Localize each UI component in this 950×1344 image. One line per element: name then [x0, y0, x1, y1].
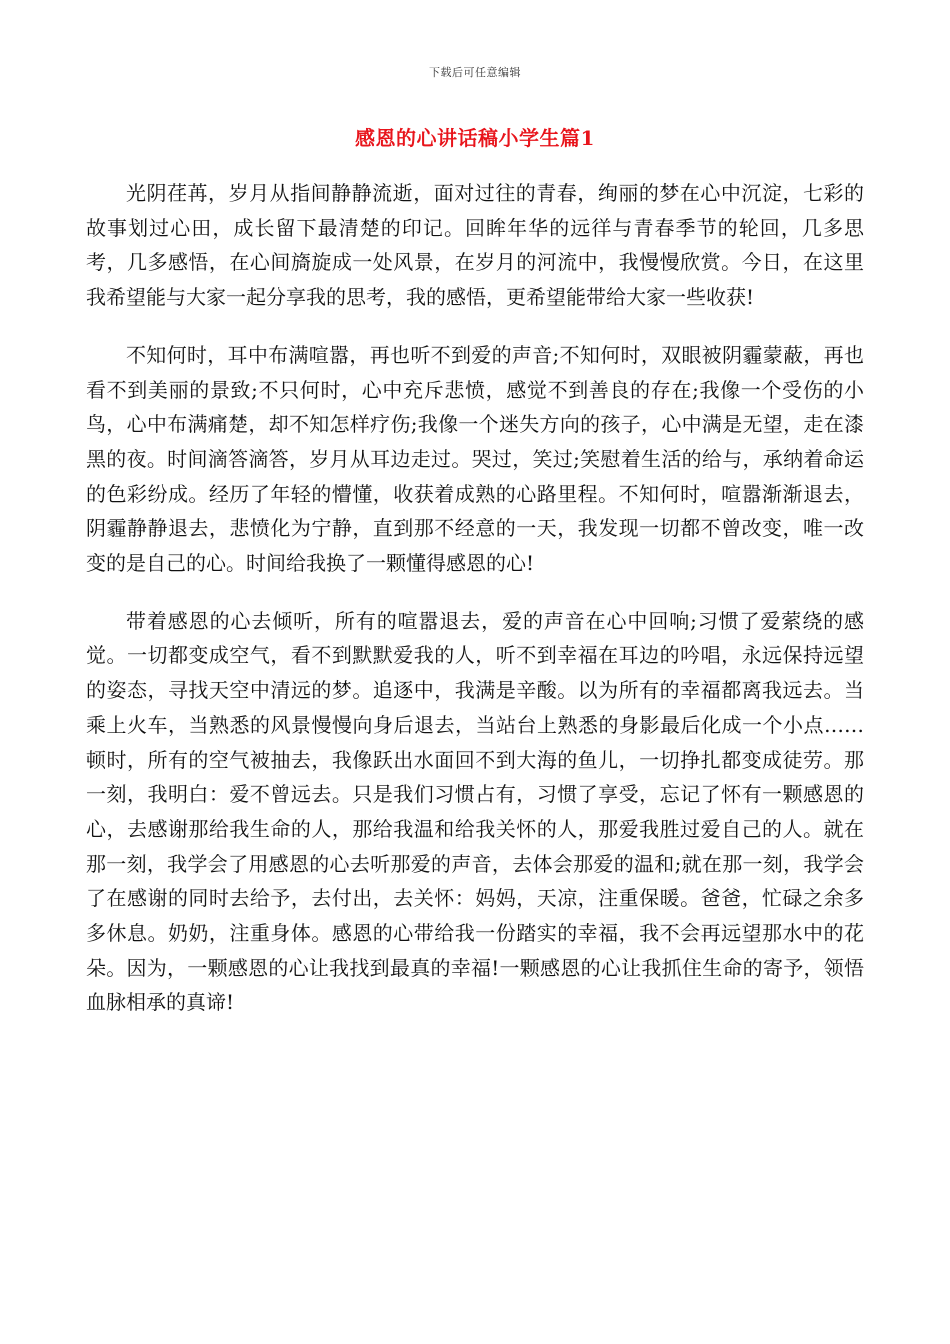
paragraph-3: 带着感恩的心去倾听，所有的喧嚣退去，爱的声音在心中回响;习惯了爱萦绕的感觉。一切都变成空气，看不到默默爱我的人，听不到幸福在耳边的吟唱，永远保持远望的姿态，寻找天空中清远的梦。追逐中，我满是辛酸。以为所有的幸福都离我远去。当乘上火车，当熟悉的风景慢慢向身后退去，当站台上熟悉的身影最后化成一个小点……顿时，所有的空气被抽去，我像跃出水面回不到大海的鱼儿，一切挣扎都变成徒劳。那一刻，我明白：爱不曾远去。只是我们习惯占有，习惯了享受，忘记了怀有一颗感恩的心，去感谢那给我生命的人，那给我温和给我关怀的人，那爱我胜过爱自己的人。就在那一刻，我学会了用感恩的心去听那爱的声音，去体会那爱的温和;就在那一刻，我学会了在感谢的同时去给予，去付出，去关怀：妈妈，天凉，注重保暖。爸爸，忙碌之余多多休息。奶奶，注重身体。感恩的心带给我一份踏实的幸福，我不会再远望那水中的花朵。因为，一颗感恩的心让我找到最真的幸福!一颗感恩的心让我抓住生命的寄予，领悟血脉相承的真谛!	[86, 608, 864, 1015]
paragraph-2: 不知何时，耳中布满喧嚣，再也听不到爱的声音;不知何时，双眼被阴霾蒙蔽，再也看不到美丽的景致;不只何时，心中充斥悲愤，感觉不到善良的存在;我像一个受伤的小鸟，心中布满痛楚，却不知怎样疗伤;我像一个迷失方向的孩子，心中满是无望，走在漆黑的夜。时间滴答滴答，岁月从耳边走过。哭过，笑过;笑慰着生活的给与，承纳着命运的色彩纷成。经历了年轻的懵懂，收获着成熟的心路里程。不知何时，喧嚣渐渐退去，阴霾静静退去，悲愤化为宁静，直到那不经意的一天，我发现一切都不曾改变，唯一改变的是自己的心。时间给我换了一颗懂得感恩的心!	[86, 342, 864, 576]
header-note: 下载后可任意编辑	[429, 66, 521, 79]
document-title: 感恩的心讲话稿小学生篇1	[355, 126, 595, 150]
paragraph-1: 光阴荏苒，岁月从指间静静流逝，面对过往的青春，绚丽的梦在心中沉淀，七彩的故事划过心田，成长留下最清楚的印记。回眸年华的远徉与青春季节的轮回，几多思考，几多感悟，在心间旖旋成一处风景，在岁月的河流中，我慢慢欣赏。今日，在这里我希望能与大家一起分享我的思考，我的感悟，更希望能带给大家一些收获!	[86, 181, 864, 310]
document-body	[86, 176, 864, 1043]
